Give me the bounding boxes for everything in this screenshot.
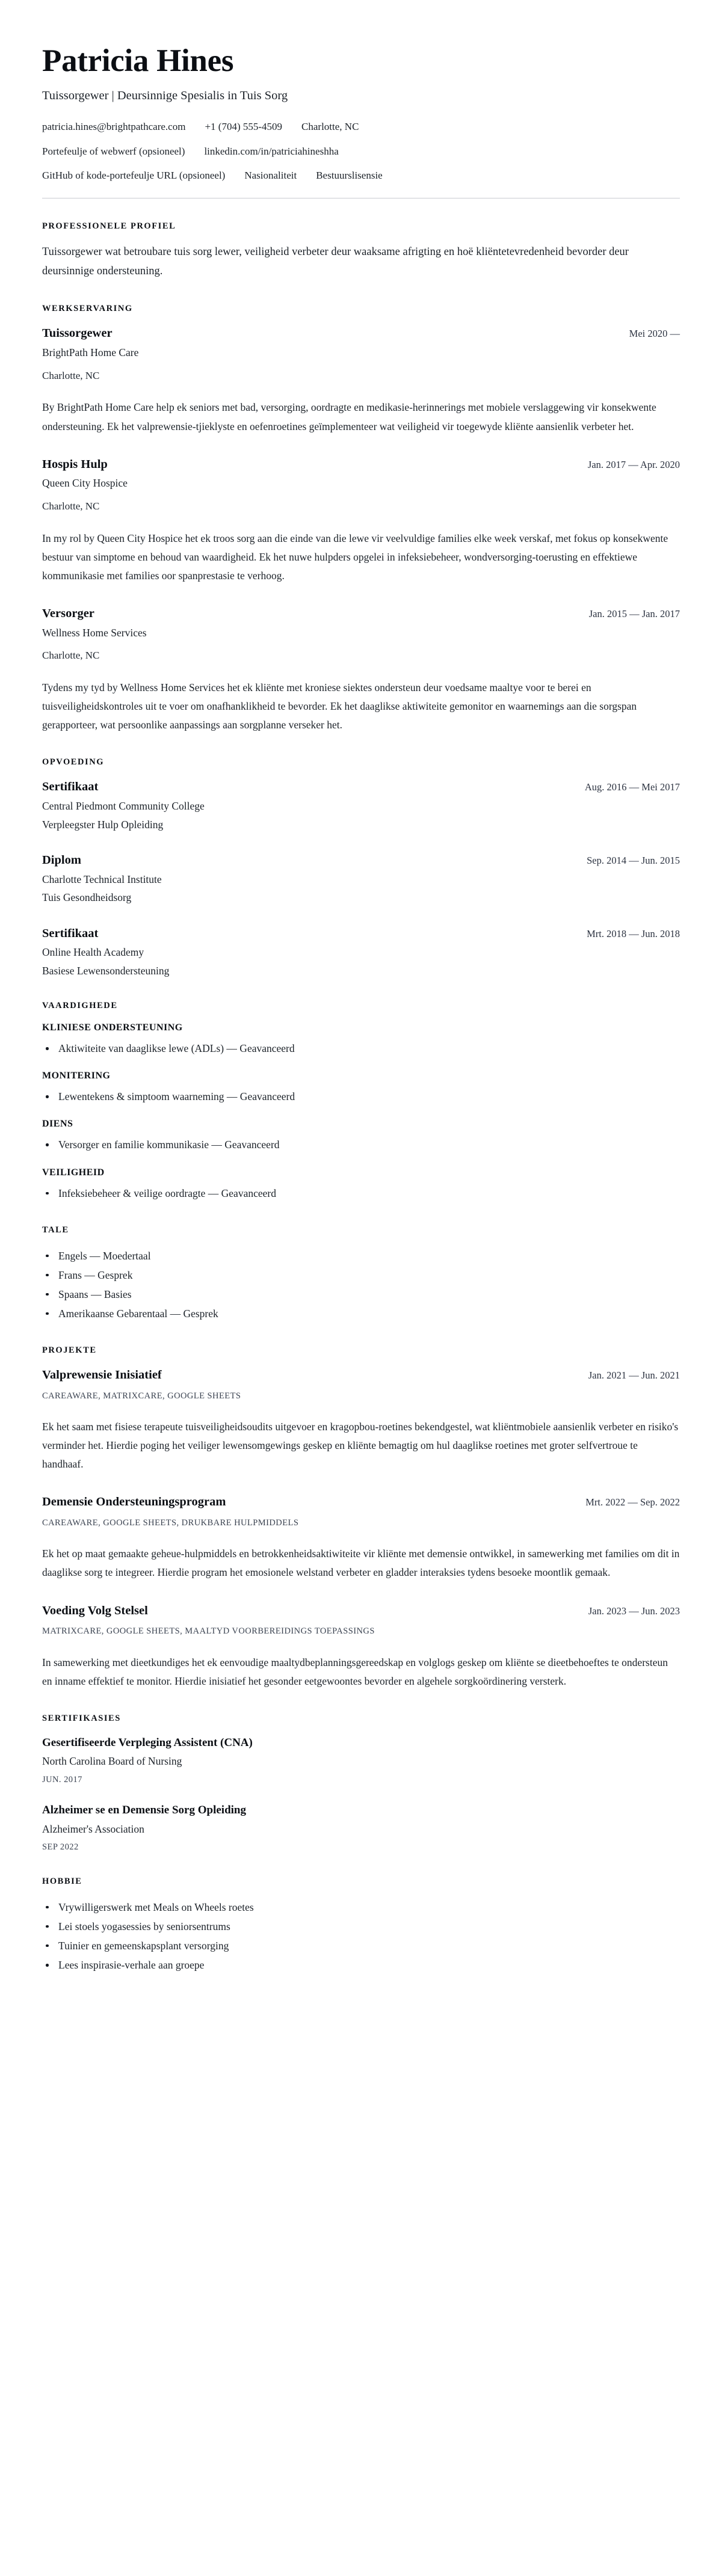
certification-entry <box>42 1803 680 1853</box>
education-entry <box>42 926 680 979</box>
certification-name: Alzheimer se en Demensie Sorg Opleiding <box>42 1804 246 1817</box>
skill-item-list <box>42 1039 680 1057</box>
contact-item: +1 (704) 555-4509 <box>205 121 283 133</box>
experience-date: Mei 2020 — <box>629 328 680 340</box>
experience-list <box>42 325 680 734</box>
education-school: Online Health Academy <box>42 946 144 959</box>
education-entry-head <box>42 779 680 795</box>
skill-item-list <box>42 1184 680 1202</box>
experience-company: Queen City Hospice <box>42 477 128 490</box>
contact-item: Charlotte, NC <box>301 121 359 133</box>
education-degree: Diplom <box>42 853 81 867</box>
section-skills <box>42 1001 680 1202</box>
language-item: Frans — Gesprek <box>42 1266 680 1284</box>
experience-description: By BrightPath Home Care help ek seniors met bad, versorging, oordragte en medikasie-herinnerings met mobiele verslaggewing vir konsekwente ondersteuning. Ek het valprewensie-tjieklyste en oefenroetines geïmplementeer wat veiligheid vir toegewyde kliënte aansienlik verbeter het. <box>42 401 656 432</box>
section-title-skills: VAARDIGHEDE <box>42 1001 118 1011</box>
section-education <box>42 757 680 978</box>
section-title-education: OPVOEDING <box>42 757 105 767</box>
contact-item: Bestuurslisensie <box>316 170 383 182</box>
education-school: Charlotte Technical Institute <box>42 873 162 885</box>
skill-item-list <box>42 1136 680 1154</box>
education-entry-head <box>42 926 680 942</box>
contact-item: linkedin.com/in/patriciahineshha <box>204 145 339 157</box>
section-title-projects: PROJEKTE <box>42 1345 97 1356</box>
skill-item: Infeksiebeheer & veilige oordragte — Geavanceerd <box>42 1184 680 1202</box>
education-field: Verpleegster Hulp Opleiding <box>42 818 164 831</box>
certification-entry <box>42 1735 680 1786</box>
project-tech-stack: MATRIXCARE, GOOGLE SHEETS, MAALTYD VOORBEREIDINGS TOEPASSINGS <box>42 1626 375 1637</box>
project-entry <box>42 1494 680 1582</box>
project-name: Demensie Ondersteuningsprogram <box>42 1495 226 1509</box>
skill-group <box>42 1119 680 1154</box>
education-degree: Sertifikaat <box>42 926 99 940</box>
experience-description: Tydens my tyd by Wellness Home Services het ek kliënte met kroniese siektes ondersteun deur voedsame maaltye voor te berei en tuisveiligheidskontroles uit te voer om onafhanklikheid te bevorder. Ek het daaglikse aktiwiteite gemonitor en waarnemings aan die sorgspan gerapporteer, wat persoonlike aanpassings aan sorgplanne verseker het. <box>42 681 637 731</box>
project-entry <box>42 1603 680 1691</box>
experience-entry <box>42 606 680 734</box>
project-entry-head <box>42 1494 680 1510</box>
certification-date: SEP 2022 <box>42 1842 79 1852</box>
certifications-list <box>42 1735 680 1854</box>
section-hobbies <box>42 1877 680 1974</box>
skills-list <box>42 1022 680 1202</box>
skill-group <box>42 1071 680 1105</box>
skill-group <box>42 1167 680 1202</box>
project-entry-head <box>42 1603 680 1619</box>
experience-entry-head <box>42 606 680 622</box>
project-description: Ek het saam met fisiese terapeute tuisveiligheidsoudits uitgevoer en kragopbou-roetines bekendgestel, wat kliëntmobiele aansienlik verbeter en risiko's verminder het. Hierdie poging het veiliger lewensomgewings geskep en kliënte bemagtig om hul daaglikse roetines met groter selfvertroue te handhaaf. <box>42 1420 679 1471</box>
section-title-certifications: SERTIFIKASIES <box>42 1713 121 1723</box>
language-item: Spaans — Basies <box>42 1285 680 1303</box>
education-entry <box>42 779 680 832</box>
skill-group-title: DIENS <box>42 1119 73 1130</box>
experience-company: BrightPath Home Care <box>42 346 139 359</box>
project-date: Mrt. 2022 — Sep. 2022 <box>585 1496 680 1508</box>
education-entry-head <box>42 852 680 868</box>
skill-item: Aktiwiteite van daaglikse lewe (ADLs) — Geavanceerd <box>42 1039 680 1057</box>
education-date: Sep. 2014 — Jun. 2015 <box>587 855 680 867</box>
project-description: Ek het op maat gemaakte geheue-hulpmiddels en betrokkenheidsaktiwiteite vir kliënte met demensie ontwikkel, in samewerking met families om dit in daaglikse sorg te integreer. Hierdie program het emosionele welstand verbeter en gladder interaksies tydens besoeke moontlik gemaak. <box>42 1548 680 1579</box>
candidate-name: Patricia Hines <box>42 43 234 78</box>
skill-group-title: MONITERING <box>42 1071 111 1081</box>
hobby-item: Lei stoels yogasessies by seniorsentrums <box>42 1917 680 1935</box>
experience-location: Charlotte, NC <box>42 650 100 662</box>
project-tech-stack: CAREAWARE, MATRIXCARE, GOOGLE SHEETS <box>42 1391 241 1401</box>
projects-list <box>42 1367 680 1691</box>
language-item: Engels — Moedertaal <box>42 1247 680 1265</box>
section-experience <box>42 304 680 734</box>
project-name: Voeding Volg Stelsel <box>42 1603 148 1617</box>
skill-item: Versorger en familie kommunikasie — Geavanceerd <box>42 1136 680 1154</box>
experience-entry <box>42 325 680 435</box>
languages-list <box>42 1247 680 1323</box>
experience-role: Hospis Hulp <box>42 457 108 471</box>
skill-item-list <box>42 1087 680 1105</box>
section-title-experience: WERKSERVARING <box>42 304 133 314</box>
language-item: Amerikaanse Gebarentaal — Gesprek <box>42 1305 680 1323</box>
section-projects <box>42 1345 680 1691</box>
profile-summary-text: Tuissorgewer wat betroubare tuis sorg lewer, veiligheid verbeter deur waaksame afrigting en hoë kliëntetevredenheid bevorder deur deursinnige ondersteuning. <box>42 245 629 277</box>
experience-location: Charlotte, NC <box>42 500 100 512</box>
education-field: Basiese Lewensondersteuning <box>42 964 170 977</box>
experience-company: Wellness Home Services <box>42 626 147 639</box>
experience-date: Jan. 2017 — Apr. 2020 <box>587 458 680 470</box>
contact-item: Portefeulje of webwerf (opsioneel) <box>42 145 185 157</box>
contact-row-primary <box>42 119 680 135</box>
hobby-item: Lees inspirasie-verhale aan groepe <box>42 1956 680 1974</box>
education-entry <box>42 852 680 905</box>
project-name: Valprewensie Inisiatief <box>42 1368 162 1382</box>
skill-group-title: VEILIGHEID <box>42 1167 105 1178</box>
contact-item: patricia.hines@brightpathcare.com <box>42 121 186 133</box>
project-entry <box>42 1367 680 1474</box>
hobbies-list <box>42 1898 680 1974</box>
contact-row-tertiary <box>42 168 680 183</box>
certification-issuer: Alzheimer's Association <box>42 1822 144 1835</box>
project-entry-head <box>42 1367 680 1383</box>
experience-date: Jan. 2015 — Jan. 2017 <box>588 608 680 620</box>
hobby-item: Vrywilligerswerk met Meals on Wheels roetes <box>42 1898 680 1916</box>
section-title-profile: PROFESSIONELE PROFIEL <box>42 221 176 231</box>
project-description: In samewerking met dieetkundiges het ek eenvoudige maaltydbeplanningsgereedskap en volglogs geskep om kliënte se dieetbehoeftes te ondersteun en inname effektief te monitor. Hierdie inisiatief het gesonder eetgewoontes bevorder en algehele sorgkoördinering versterk. <box>42 1656 668 1687</box>
skill-item: Lewentekens & simptoom waarneming — Geavanceerd <box>42 1087 680 1105</box>
experience-entry-head <box>42 325 680 342</box>
hobby-item: Tuinier en gemeenskapsplant versorging <box>42 1937 680 1955</box>
section-title-languages: TALE <box>42 1225 69 1235</box>
experience-role: Tuissorgewer <box>42 327 113 340</box>
education-degree: Sertifikaat <box>42 780 99 794</box>
resume-header <box>42 45 680 198</box>
education-list <box>42 779 680 978</box>
education-date: Aug. 2016 — Mei 2017 <box>584 781 680 793</box>
skill-group <box>42 1022 680 1057</box>
section-title-hobbies: HOBBIE <box>42 1876 82 1886</box>
experience-entry-head <box>42 456 680 473</box>
experience-location: Charlotte, NC <box>42 369 100 381</box>
section-languages <box>42 1225 680 1323</box>
section-profile <box>42 221 680 281</box>
project-date: Jan. 2023 — Jun. 2023 <box>588 1605 680 1617</box>
experience-role: Versorger <box>42 607 94 621</box>
certification-issuer: North Carolina Board of Nursing <box>42 1755 182 1768</box>
education-date: Mrt. 2018 — Jun. 2018 <box>587 927 680 939</box>
certification-name: Gesertifiseerde Verpleging Assistent (CNA) <box>42 1736 253 1749</box>
contact-item: GitHub of kode-portefeulje URL (opsioneel) <box>42 170 226 182</box>
skill-group-title: KLINIESE ONDERSTEUNING <box>42 1022 183 1033</box>
project-tech-stack: CAREAWARE, GOOGLE SHEETS, DRUKBARE HULPMIDDELS <box>42 1518 299 1528</box>
contact-item: Nasionaliteit <box>244 170 297 182</box>
candidate-headline: Tuissorgewer | Deursinnige Spesialis in Tuis Sorg <box>42 88 288 102</box>
education-field: Tuis Gesondheidsorg <box>42 891 132 904</box>
certification-date: JUN. 2017 <box>42 1774 82 1784</box>
project-date: Jan. 2021 — Jun. 2021 <box>588 1369 680 1382</box>
contact-row-secondary <box>42 144 680 159</box>
experience-entry <box>42 456 680 585</box>
experience-description: In my rol by Queen City Hospice het ek troos sorg aan die einde van die lewe vir veelvuldige families elke week verskaf, met fokus op konsekwente bestuur van simptome en behoud van waardigheid. Ek het nuwe hulpders opgelei in infeksiebeheer, wondversorging-toerusting en effektiewe kommunikasie met families oor spanprestasie te verhoog. <box>42 532 668 582</box>
section-certifications <box>42 1714 680 1854</box>
education-school: Central Piedmont Community College <box>42 800 205 813</box>
